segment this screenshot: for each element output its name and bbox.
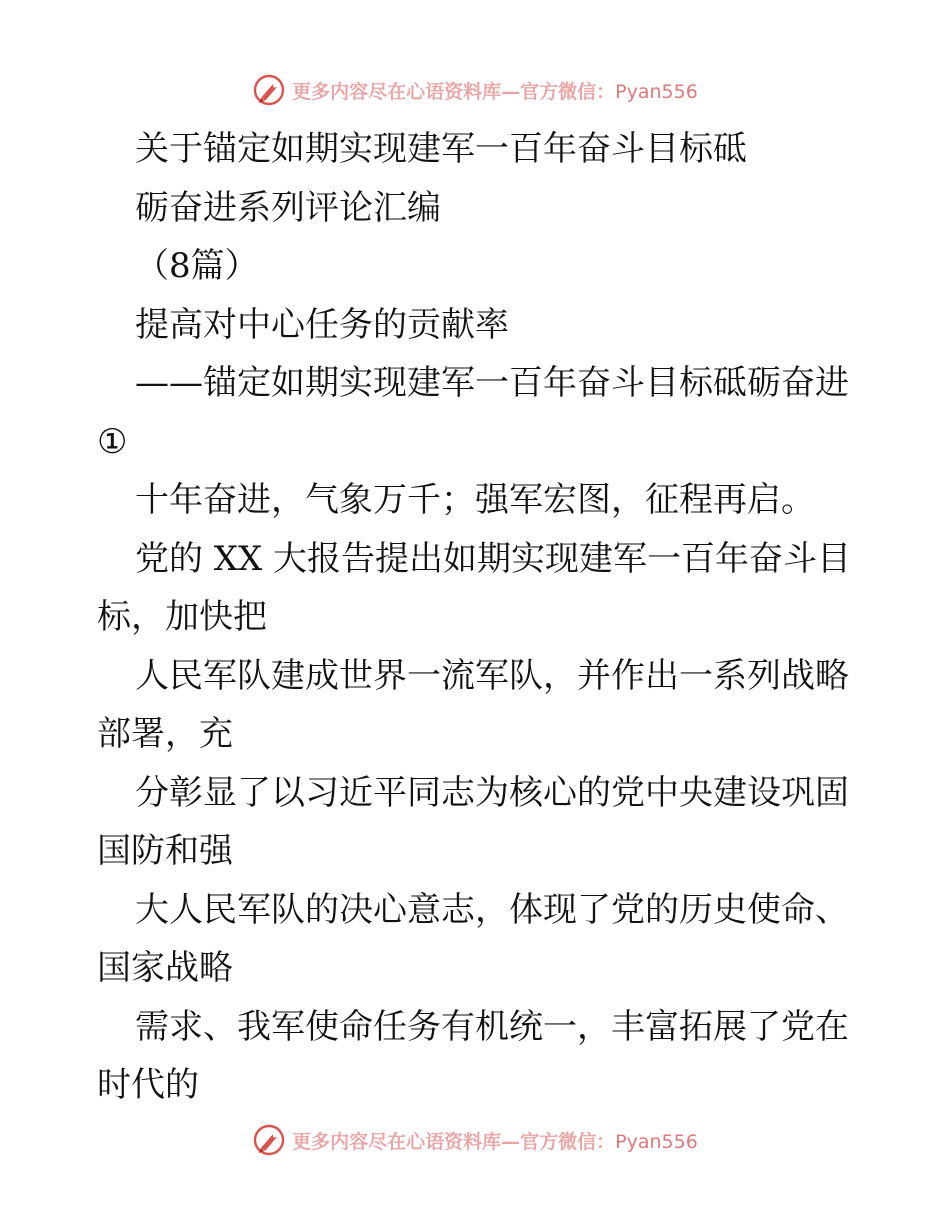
text-line: 时代的	[97, 1065, 199, 1105]
footer-watermark	[0, 1120, 950, 1160]
text-line: 部署，充	[97, 714, 233, 754]
text-line: 砺奋进系列评论汇编	[135, 187, 441, 228]
text-line: 十年奋进，气象万千；强军宏图，征程再启。	[135, 480, 815, 520]
watermark-text: 更多内容尽在心语资料库—官方微信：Pyan556	[292, 80, 698, 103]
text-line: 国家战略	[97, 948, 233, 988]
text-line: 国防和强	[97, 831, 233, 871]
text-line: 分彰显了以习近平同志为核心的党中央建设巩固	[135, 772, 849, 813]
text-line: 党的 XX 大报告提出如期实现建军一百年奋斗目	[135, 538, 852, 579]
pen-logo-icon	[252, 73, 286, 107]
text-line: 标，加快把	[97, 597, 267, 637]
text-line: ——锚定如期实现建军一百年奋斗目标砥砺奋进	[135, 363, 849, 403]
watermark-text: 更多内容尽在心语资料库—官方微信：Pyan556	[292, 1130, 698, 1153]
text-line: ①	[97, 421, 128, 462]
text-line: 人民军队建成世界一流军队，并作出一系列战略	[135, 655, 849, 696]
pen-logo-icon	[252, 1123, 286, 1157]
text-line: 需求、我军使命任务有机统一，丰富拓展了党在	[135, 1006, 849, 1047]
text-line: 提高对中心任务的贡献率	[135, 304, 509, 345]
document-body	[97, 120, 857, 1115]
text-line: 大人民军队的决心意志，体现了党的历史使命、	[135, 889, 849, 930]
text-line: 关于锚定如期实现建军一百年奋斗目标砥	[135, 129, 747, 169]
text-line: （8篇）	[135, 246, 259, 286]
header-watermark	[0, 70, 950, 110]
